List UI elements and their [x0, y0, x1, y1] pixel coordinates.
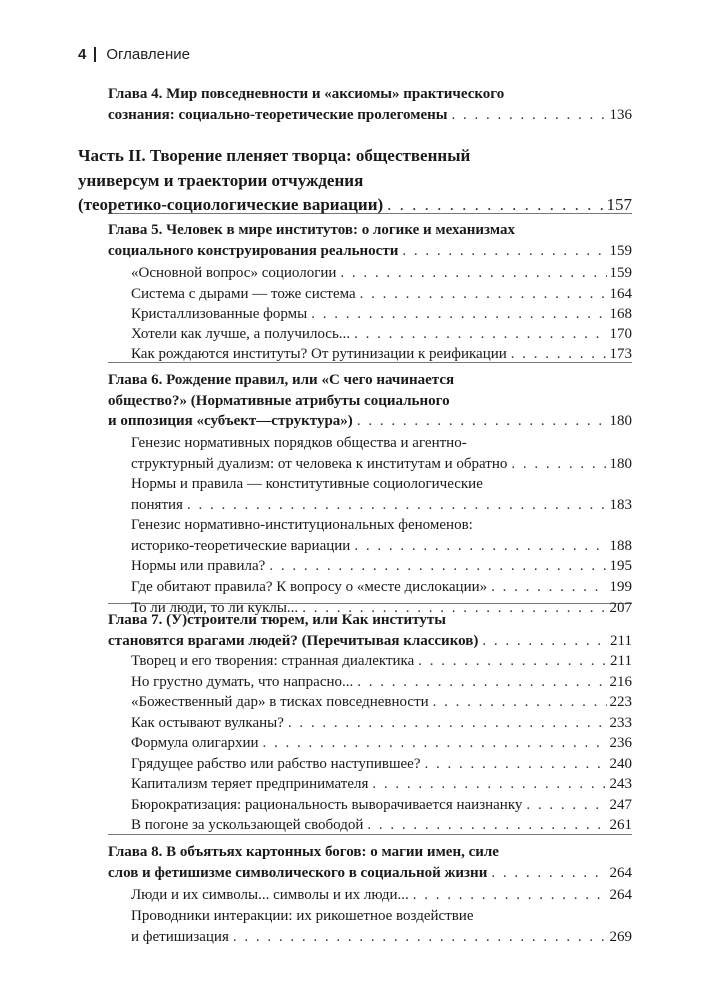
toc-page-number: 195: [609, 558, 632, 574]
dot-leader: [311, 304, 606, 325]
dot-leader: [288, 713, 607, 734]
dot-leader: [491, 863, 606, 884]
toc-entry-sub[interactable]: [131, 733, 632, 754]
toc-entry-title-line: «Основной вопрос» социологии: [131, 265, 337, 281]
toc-entry-title-line: (теоретико-социологические вариации): [78, 195, 384, 214]
toc-page-number: 269: [609, 928, 632, 945]
toc-entry-title-line: Глава 7. (У)строители тюрем, или Как институты: [108, 612, 446, 628]
toc-page-number: 136: [609, 106, 632, 123]
toc-entry-title-line: Бюрократизация: рациональность выворачивается наизнанку: [131, 797, 523, 813]
toc-page-number: 157: [606, 195, 632, 214]
toc-entry-chapter[interactable]: [108, 220, 632, 261]
toc-page-number: 211: [610, 653, 632, 669]
toc-entry-title-line: То ли люди, то ли куклы...: [131, 600, 299, 616]
toc-entry-title-line: Как остывают вулканы?: [131, 715, 284, 731]
toc-page-number: 180: [609, 413, 632, 429]
toc-entry-title-line: Кристаллизованные формы: [131, 306, 308, 322]
toc-entry-title-line: универсум и траектории отчуждения: [78, 170, 364, 190]
toc-page-number: 240: [609, 756, 632, 772]
toc-entry-title-line: сознания: социально-теоретические пролегомены: [108, 106, 448, 123]
toc-entry-sub[interactable]: [131, 815, 632, 836]
dot-leader: [491, 577, 606, 598]
toc-entry-sub[interactable]: [131, 515, 632, 556]
toc-entry-title-line: структурный дуализм: от человека к институтам и обратно: [131, 455, 508, 472]
toc-entry-sub[interactable]: [131, 324, 632, 345]
dot-leader: [340, 263, 606, 284]
toc-entry-title-line: Но грустно думать, что напрасно...: [131, 674, 354, 690]
toc-entry-sub[interactable]: [131, 474, 632, 515]
dot-leader: [269, 556, 606, 577]
toc-entry-chapter[interactable]: [108, 370, 632, 432]
toc-entry-title-line: Где обитают правила? К вопросу о «месте дислокации»: [131, 579, 488, 595]
toc-page-number: 236: [609, 735, 632, 751]
toc-entry-part[interactable]: [78, 144, 632, 218]
toc-entry-title-line: «Божественный дар» в тисках повседневности: [131, 694, 429, 710]
toc-entry-sub[interactable]: [131, 263, 632, 284]
toc-page-number: 180: [609, 455, 632, 472]
toc-page-number: 164: [609, 286, 632, 302]
toc-entry-title-line: Часть II. Творение пленяет творца: общественный: [78, 146, 471, 165]
toc-page-number: 199: [609, 579, 632, 595]
dot-leader: [233, 927, 607, 948]
dot-leader: [413, 885, 607, 906]
toc-entry-chapter[interactable]: [108, 84, 632, 125]
toc-entry-title-line: Капитализм теряет предпринимателя: [131, 776, 369, 792]
header-separator: [94, 47, 96, 62]
dot-leader: [511, 454, 606, 475]
dot-leader: [433, 692, 607, 713]
toc-page-number: 264: [609, 887, 632, 903]
toc-entry-sub[interactable]: [131, 774, 632, 795]
toc-entry-title-line: Система с дырами — тоже система: [131, 286, 356, 302]
dot-leader: [526, 795, 606, 816]
dot-leader: [357, 411, 607, 432]
toc-entry-title-line: Хотели как лучше, а получилось...: [131, 326, 351, 342]
dot-leader: [367, 815, 606, 836]
dot-leader: [372, 774, 606, 795]
toc-entry-title-line: Как рождаются институты? От рутинизации к реификации: [131, 346, 507, 362]
toc-entry-title-line: и фетишизация: [131, 928, 229, 945]
toc-page-number: 207: [609, 600, 632, 616]
toc-entry-title-line: В погоне за ускользающей свободой: [131, 817, 364, 833]
toc-entry-title-line: Творец и его творения: странная диалектика: [131, 653, 415, 669]
toc-entry-title-line: Нормы или правила?: [131, 558, 266, 574]
toc-entry-sub[interactable]: [131, 754, 632, 775]
toc-page-number: 211: [610, 632, 632, 649]
toc-entry-sub[interactable]: [131, 906, 632, 947]
toc-page-number: 247: [609, 797, 632, 813]
toc-entry-sub[interactable]: [131, 672, 632, 693]
toc-entry-title-line: общество?» (Нормативные атрибуты социального: [108, 392, 450, 409]
toc-entry-title-line: Глава 8. В объятьях картонных богов: о магии имен, силе: [108, 844, 499, 860]
dot-leader: [482, 631, 607, 652]
toc-entry-title-line: становятся врагами людей? (Перечитывая классиков): [108, 632, 479, 649]
toc-page-number: 188: [609, 537, 632, 554]
toc-entry-sub[interactable]: [131, 433, 632, 474]
dot-leader: [187, 495, 607, 516]
toc-page-number: 170: [609, 326, 632, 342]
running-header: [78, 46, 190, 63]
toc-entry-title-line: Генезис нормативных порядков общества и агентно-: [131, 435, 467, 451]
toc-entry-sub[interactable]: [131, 304, 632, 325]
toc-entry-title-line: Глава 5. Человек в мире институтов: о логике и механизмах: [108, 222, 515, 238]
toc-page-number: 159: [609, 265, 632, 281]
toc-entry-title-line: Формула олигархии: [131, 735, 259, 751]
dot-leader: [360, 284, 607, 305]
toc-page-number: 173: [609, 346, 632, 362]
toc-entry-sub[interactable]: [131, 556, 632, 577]
toc-entry-chapter[interactable]: [108, 610, 632, 651]
toc-entry-title-line: Проводники интеракции: их рикошетное воздействие: [131, 908, 474, 924]
toc-entry-sub[interactable]: [131, 284, 632, 305]
toc-entry-title-line: Глава 6. Рождение правил, или «С чего начинается: [108, 372, 455, 388]
toc-entry-sub[interactable]: [131, 713, 632, 734]
toc-entry-title-line: Люди и их символы... символы и их люди...: [131, 887, 409, 903]
toc-entry-sub[interactable]: [131, 577, 632, 598]
toc-entry-sub[interactable]: [131, 795, 632, 816]
dot-leader: [418, 651, 607, 672]
toc-entry-sub[interactable]: [131, 692, 632, 713]
dot-leader: [387, 193, 603, 218]
toc-entry-title-line: Нормы и правила — конститутивные социологические: [131, 476, 483, 492]
dot-leader: [357, 672, 606, 693]
toc-entry-title-line: и оппозиция «субъект—структура»): [108, 413, 353, 429]
dot-leader: [425, 754, 607, 775]
toc-page-number: 159: [609, 242, 632, 259]
dot-leader: [402, 241, 606, 262]
toc-page-number: 168: [609, 306, 632, 322]
toc-entry-title-line: Генезис нормативно-институциональных феноменов:: [131, 517, 473, 533]
toc-entry-title-line: Грядущее рабство или рабство наступившее?: [131, 756, 421, 772]
toc-page-number: 243: [609, 776, 632, 792]
toc-entry-title-line: понятия: [131, 496, 183, 513]
toc-page-number: 183: [609, 496, 632, 513]
toc-entry-sub[interactable]: [131, 344, 632, 365]
toc-entry-sub[interactable]: [131, 885, 632, 906]
toc-page-number: 233: [609, 715, 632, 731]
toc-page-number: 261: [609, 817, 632, 833]
toc-page-number: 264: [609, 864, 632, 881]
toc-entry-title-line: Глава 4. Мир повседневности и «аксиомы» практического: [108, 86, 505, 102]
dot-leader: [511, 344, 607, 365]
dot-leader: [451, 105, 606, 126]
toc-entry-title-line: слов и фетишизме символического в социальной жизни: [108, 864, 488, 881]
page-number: 4: [78, 46, 87, 63]
toc-entry-chapter[interactable]: [108, 842, 632, 883]
toc-page-number: 216: [609, 674, 632, 690]
dot-leader: [263, 733, 607, 754]
dot-leader: [354, 324, 606, 345]
toc-entry-title-line: социального конструирования реальности: [108, 242, 399, 259]
dot-leader: [354, 536, 606, 557]
toc-page-number: 223: [609, 694, 632, 710]
header-title: Оглавление: [106, 46, 190, 63]
toc-entry-title-line: историко-теоретические вариации: [131, 537, 351, 554]
toc-entry-sub[interactable]: [131, 651, 632, 672]
